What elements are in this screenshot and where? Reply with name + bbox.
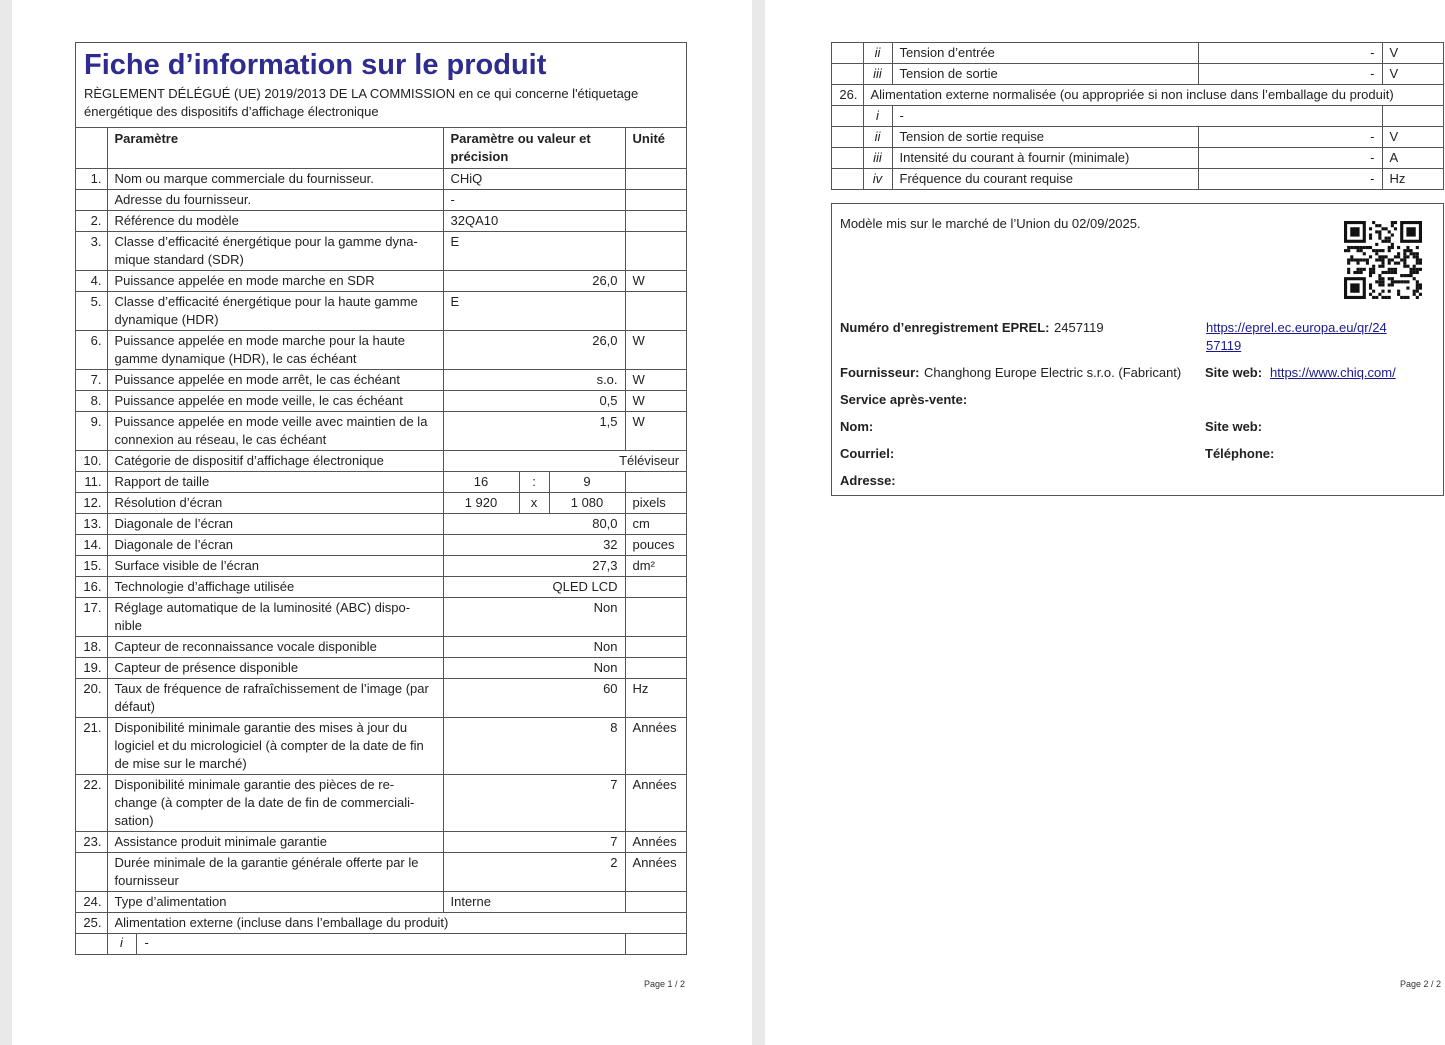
parameter-value: s.o.: [443, 370, 625, 391]
address-label: Adresse:: [840, 473, 896, 488]
parameter-label: Fréquence du courant requise: [892, 169, 1198, 190]
row-number: 17.: [76, 598, 107, 637]
table-subrow: [832, 106, 1443, 127]
table-row-standard-supply: [832, 85, 1443, 106]
email-label: Courriel:: [840, 446, 895, 461]
row-number: 19.: [76, 658, 107, 679]
value-separator: x: [519, 493, 549, 514]
row-number: 11.: [76, 472, 107, 493]
table-row: [76, 169, 686, 190]
parameter-label: Diagonale de l’écran: [107, 535, 443, 556]
eprel-number: 2457119: [1054, 320, 1104, 335]
unit-cell: W: [625, 412, 686, 451]
parameter-label: Puissance appelée en mode veille avec maintien de la connexion au réseau, le cas échéant: [107, 412, 443, 451]
table-row: [76, 556, 686, 577]
row-number: 21.: [76, 718, 107, 775]
table-subrow: [76, 934, 686, 955]
parameter-label: Disponibilité minimale garantie des mises à jour du logiciel et du micrologiciel (à compter de la date de fin de mise sur le marché): [107, 718, 443, 775]
row-number: 26.: [832, 85, 863, 106]
parameter-value: Téléviseur: [443, 451, 686, 472]
parameter-value: -: [1198, 127, 1382, 148]
row-number: 1.: [76, 169, 107, 190]
parameter-value: E: [443, 232, 625, 271]
header-param: Paramètre: [107, 128, 443, 169]
unit-cell: [625, 658, 686, 679]
parameter-value: 8: [443, 718, 625, 775]
table-subrow: [832, 148, 1443, 169]
table-subrow: [832, 127, 1443, 148]
parameter-label: Puissance appelée en mode marche en SDR: [107, 271, 443, 292]
row-number: [832, 43, 863, 64]
eprel-link-continued[interactable]: 57119: [1206, 338, 1242, 353]
power-supply-table: [832, 43, 1443, 189]
eprel-link[interactable]: https://eprel.ec.europa.eu/qr/24: [1206, 320, 1387, 335]
parameter-label: Capteur de reconnaissance vocale disponible: [107, 637, 443, 658]
unit-cell: V: [1382, 43, 1443, 64]
unit-cell: [625, 169, 686, 190]
parameter-value: -: [1198, 43, 1382, 64]
regulation-subtitle: RÈGLEMENT DÉLÉGUÉ (UE) 2019/2013 DE LA COMMISSION en ce qui concerne l'étiquetage énergétique des dispositifs d’affichage électronique: [84, 86, 639, 119]
unit-cell: Années: [625, 718, 686, 775]
subrow-value: -: [144, 935, 149, 950]
parameter-label: Résolution d’écran: [107, 493, 443, 514]
table-row: [76, 775, 686, 832]
row-number: [76, 853, 107, 892]
parameter-label: Classe d’efficacité énergétique pour la gamme dyna-mique standard (SDR): [107, 232, 443, 271]
parameter-label: Nom ou marque commerciale du fournisseur.: [107, 169, 443, 190]
phone-label: Téléphone:: [1205, 446, 1275, 461]
table-row: [76, 658, 686, 679]
parameter-label: Référence du modèle: [107, 211, 443, 232]
parameter-label: Intensité du courant à fournir (minimale): [892, 148, 1198, 169]
row-number: [832, 64, 863, 85]
unit-cell: W: [625, 271, 686, 292]
table-row: [76, 892, 686, 913]
value-separator: :: [519, 472, 549, 493]
parameter-label: Tension de sortie requise: [892, 127, 1198, 148]
row-number: 4.: [76, 271, 107, 292]
unit-cell: [625, 934, 686, 955]
unit-cell: Hz: [1382, 169, 1443, 190]
row-number: 10.: [76, 451, 107, 472]
parameter-value: -: [1198, 64, 1382, 85]
name-label: Nom:: [840, 419, 874, 434]
website-label: Site web:: [1205, 365, 1263, 380]
row-number: [832, 127, 863, 148]
parameter-value: E: [443, 292, 625, 331]
table-row: [76, 271, 686, 292]
table-row-aspect: [76, 472, 686, 493]
roman-numeral: i: [863, 106, 892, 127]
parameter-label: Puissance appelée en mode veille, le cas échéant: [107, 391, 443, 412]
parameter-value: CHiQ: [443, 169, 625, 190]
sheet-header: [76, 43, 686, 128]
row-number: [832, 148, 863, 169]
table-row: [76, 331, 686, 370]
eprel-label: Numéro d’enregistrement EPREL:: [840, 320, 1050, 335]
unit-cell: [625, 232, 686, 271]
page-number: Page 1 / 2: [644, 979, 686, 989]
parameter-label: Taux de fréquence de rafraîchissement de l’image (par défaut): [107, 679, 443, 718]
unit-cell: [1382, 106, 1443, 127]
parameter-value: 60: [443, 679, 625, 718]
parameter-label: Disponibilité minimale garantie des pièces de re-change (à compter de la date de fin de commerciali-sation): [107, 775, 443, 832]
parameter-label: Classe d’efficacité énergétique pour la haute gamme dynamique (HDR): [107, 292, 443, 331]
roman-numeral: i: [108, 934, 137, 954]
unit-cell: V: [1382, 64, 1443, 85]
parameter-label: Alimentation externe (incluse dans l’emballage du produit): [107, 913, 686, 934]
parameter-value: 7: [443, 832, 625, 853]
parameter-label: Adresse du fournisseur.: [107, 190, 443, 211]
table-row: [76, 370, 686, 391]
table-row: [76, 412, 686, 451]
parameter-value: 26,0: [443, 271, 625, 292]
row-number: [76, 934, 107, 955]
unit-cell: V: [1382, 127, 1443, 148]
unit-cell: [625, 472, 686, 493]
row-number: 2.: [76, 211, 107, 232]
table-subrow: [832, 169, 1443, 190]
registration-info-box: [831, 203, 1444, 496]
value-part-b: 1 080: [549, 493, 625, 514]
row-number: 5.: [76, 292, 107, 331]
parameter-label: Technologie d’affichage utilisée: [107, 577, 443, 598]
unit-cell: [625, 211, 686, 232]
roman-numeral: iii: [863, 148, 892, 169]
unit-cell: Années: [625, 775, 686, 832]
unit-cell: Années: [625, 832, 686, 853]
table-subrow: [832, 43, 1443, 64]
parameter-label: Puissance appelée en mode arrêt, le cas échéant: [107, 370, 443, 391]
unit-cell: [625, 190, 686, 211]
row-number: 12.: [76, 493, 107, 514]
parameter-value: -: [1198, 148, 1382, 169]
parameter-label: Alimentation externe normalisée (ou appropriée si non incluse dans l’emballage du produit): [863, 85, 1443, 106]
parameter-value: QLED LCD: [443, 577, 625, 598]
parameter-value: -: [443, 190, 625, 211]
table-row: [76, 679, 686, 718]
parameter-value: Interne: [443, 892, 625, 913]
supplier-value: Changhong Europe Electric s.r.o. (Fabricant): [924, 365, 1182, 380]
row-number: 7.: [76, 370, 107, 391]
parameter-label: Diagonale de l’écran: [107, 514, 443, 535]
parameter-value: 27,3: [443, 556, 625, 577]
parameter-label: Type d’alimentation: [107, 892, 443, 913]
parameter-value: 2: [443, 853, 625, 892]
parameter-value: 0,5: [443, 391, 625, 412]
parameter-label: Durée minimale de la garantie générale offerte par le fournisseur: [107, 853, 443, 892]
row-number: 3.: [76, 232, 107, 271]
unit-cell: W: [625, 391, 686, 412]
parameter-value: 1,5: [443, 412, 625, 451]
unit-cell: [625, 292, 686, 331]
table-row: [76, 232, 686, 271]
row-number: 15.: [76, 556, 107, 577]
unit-cell: [625, 892, 686, 913]
row-number: 9.: [76, 412, 107, 451]
table-row: [76, 577, 686, 598]
row-number: 8.: [76, 391, 107, 412]
parameter-label: Tension de sortie: [892, 64, 1198, 85]
row-number: 14.: [76, 535, 107, 556]
table-row: [76, 451, 686, 472]
parameter-value: 32QA10: [443, 211, 625, 232]
parameter-value: 32: [443, 535, 625, 556]
unit-cell: [625, 577, 686, 598]
table-row: [76, 292, 686, 331]
service-website-label: Site web:: [1205, 419, 1263, 434]
table-row-resolution: [76, 493, 686, 514]
parameter-label: Réglage automatique de la luminosité (ABC) dispo-nible: [107, 598, 443, 637]
roman-numeral: ii: [863, 127, 892, 148]
parameter-label: Capteur de présence disponible: [107, 658, 443, 679]
unit-cell: W: [625, 370, 686, 391]
row-number: 13.: [76, 514, 107, 535]
product-info-sheet: [75, 42, 687, 955]
parameter-value: 7: [443, 775, 625, 832]
unit-cell: W: [625, 331, 686, 370]
parameter-value: 26,0: [443, 331, 625, 370]
unit-cell: Hz: [625, 679, 686, 718]
table-row-external-supply: [76, 913, 686, 934]
document-page-2: [765, 0, 1445, 1045]
table-row: [76, 832, 686, 853]
unit-cell: pixels: [625, 493, 686, 514]
value-part-b: 9: [549, 472, 625, 493]
row-number: [832, 169, 863, 190]
website-link[interactable]: https://www.chiq.com/: [1270, 365, 1396, 380]
table-header-row: [76, 128, 686, 169]
unit-cell: pouces: [625, 535, 686, 556]
subrow-cell: [107, 934, 625, 955]
parameter-value: Non: [443, 598, 625, 637]
unit-cell: [625, 598, 686, 637]
row-number: 25.: [76, 913, 107, 934]
table-row: [76, 211, 686, 232]
roman-numeral: iv: [863, 169, 892, 190]
parameter-value: 80,0: [443, 514, 625, 535]
qr-code-icon[interactable]: [1344, 221, 1422, 299]
table-row: [76, 535, 686, 556]
row-number: 6.: [76, 331, 107, 370]
roman-numeral: ii: [863, 43, 892, 64]
row-number: 24.: [76, 892, 107, 913]
parameter-label: Surface visible de l’écran: [107, 556, 443, 577]
table-row: [76, 190, 686, 211]
header-number-cell: [76, 128, 107, 169]
parameter-value: -: [1198, 169, 1382, 190]
unit-cell: [625, 637, 686, 658]
row-number: 16.: [76, 577, 107, 598]
unit-cell: dm²: [625, 556, 686, 577]
table-row: [76, 718, 686, 775]
row-number: 22.: [76, 775, 107, 832]
row-number: 20.: [76, 679, 107, 718]
page-number: Page 2 / 2: [1400, 979, 1442, 989]
value-part-a: 16: [443, 472, 519, 493]
parameter-label: Catégorie de dispositif d’affichage électronique: [107, 451, 443, 472]
subrow-value: -: [892, 106, 1382, 127]
row-number: [76, 190, 107, 211]
parameter-table: [76, 128, 686, 954]
table-row: [76, 853, 686, 892]
parameter-label: Rapport de taille: [107, 472, 443, 493]
parameter-value: Non: [443, 637, 625, 658]
table-row: [76, 598, 686, 637]
header-value: Paramètre ou valeur et précision: [443, 128, 625, 169]
row-number: [832, 106, 863, 127]
page-title: Fiche d’information sur le produit: [84, 49, 547, 81]
supplier-label: Fournisseur:: [840, 365, 920, 380]
row-number: 23.: [76, 832, 107, 853]
roman-numeral: iii: [863, 64, 892, 85]
table-subrow: [832, 64, 1443, 85]
table-row: [76, 514, 686, 535]
unit-cell: A: [1382, 148, 1443, 169]
parameter-label: Tension d’entrée: [892, 43, 1198, 64]
unit-cell: cm: [625, 514, 686, 535]
after-sales-label: Service après-vente:: [840, 392, 968, 407]
parameter-label: Assistance produit minimale garantie: [107, 832, 443, 853]
value-part-a: 1 920: [443, 493, 519, 514]
power-supply-table-continued: [831, 42, 1444, 190]
unit-cell: Années: [625, 853, 686, 892]
document-page-1: [12, 0, 752, 1045]
table-row: [76, 391, 686, 412]
header-unit: Unité: [625, 128, 686, 169]
row-number: 18.: [76, 637, 107, 658]
parameter-label: Puissance appelée en mode marche pour la haute gamme dynamique (HDR), le cas échéant: [107, 331, 443, 370]
market-date-text: Modèle mis sur le marché de l’Union du 02/09/2025.: [840, 216, 1141, 231]
table-row: [76, 637, 686, 658]
parameter-value: Non: [443, 658, 625, 679]
